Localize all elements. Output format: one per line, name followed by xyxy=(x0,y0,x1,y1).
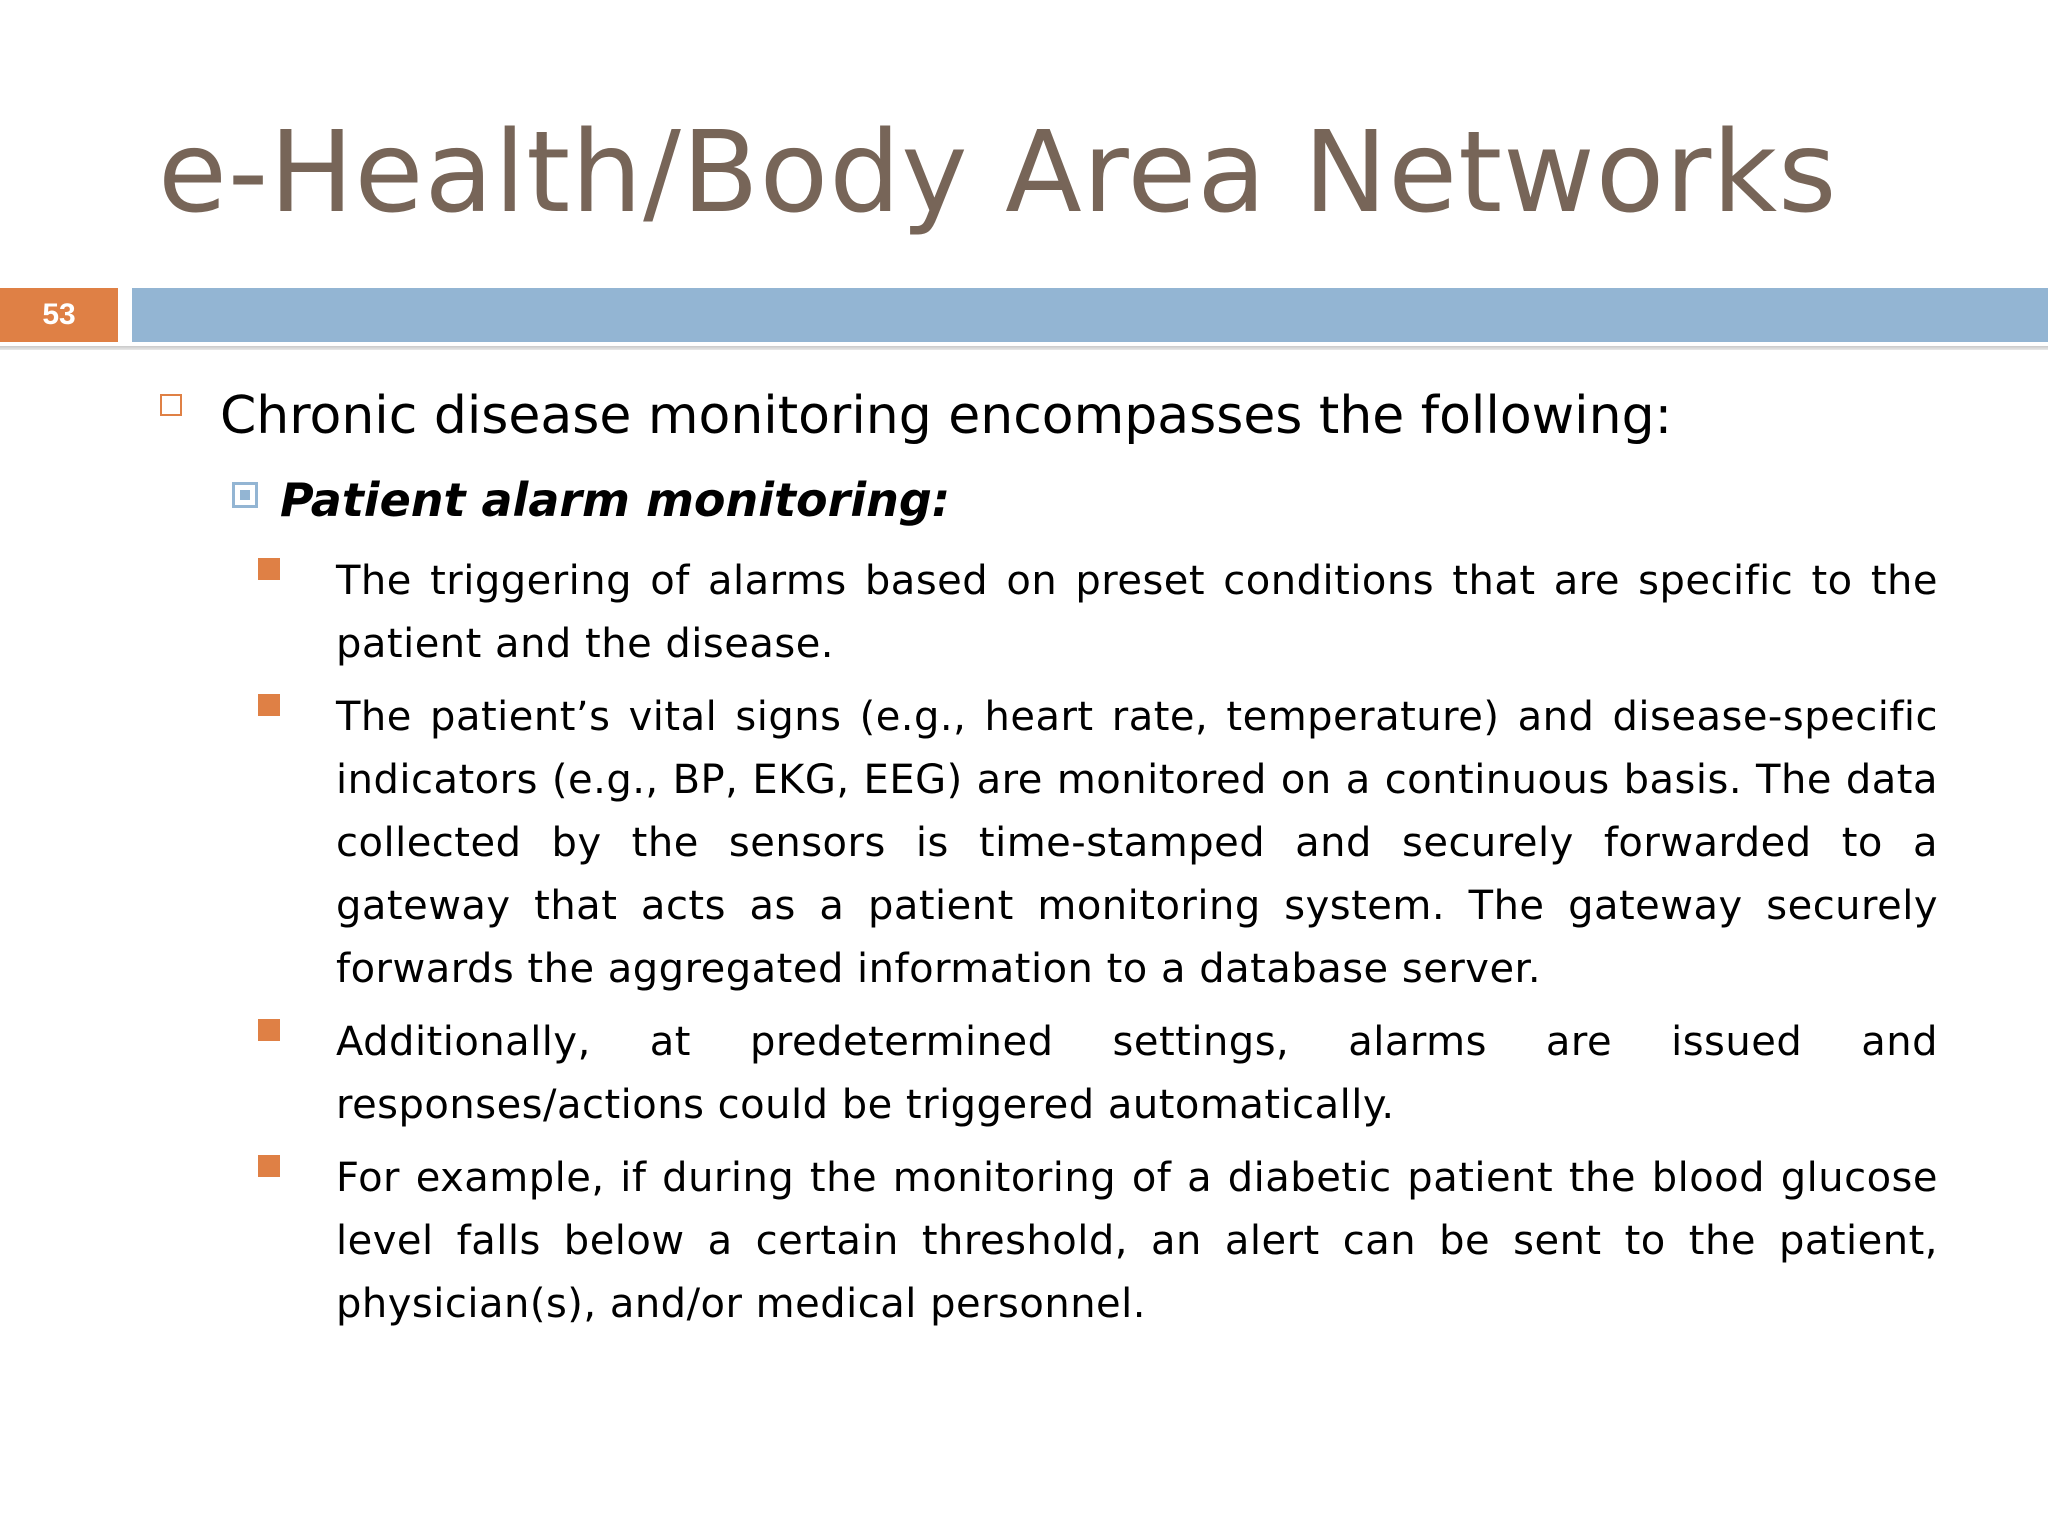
list-item-text: The triggering of alarms based on preset conditions that are specific to the patient and the disease. xyxy=(336,558,1938,667)
list-item xyxy=(258,550,1938,676)
slide-title: e-Health/Body Area Networks xyxy=(158,108,1838,238)
list-item xyxy=(258,686,1938,1001)
bullet-level-2-text: Patient alarm monitoring: xyxy=(280,473,951,527)
square-in-square-bullet-icon xyxy=(232,482,258,508)
list-item xyxy=(258,1147,1938,1336)
bullet-level-3-list xyxy=(258,550,1938,1346)
list-item xyxy=(258,1011,1938,1137)
slide-number-badge: 53 xyxy=(0,288,118,342)
filled-square-bullet-icon xyxy=(258,694,280,716)
list-item-text: Additionally, at predetermined settings, alarms are issued and responses/actions could be triggered automatically. xyxy=(336,1019,1938,1128)
list-item-text: For example, if during the monitoring of a diabetic patient the blood glucose level falls below a certain threshold, an alert can be sent to the patient, physician(s), and/or medical personnel. xyxy=(336,1155,1938,1327)
title-accent-bar xyxy=(132,288,2048,342)
filled-square-bullet-icon xyxy=(258,558,280,580)
bullet-level-1-text: Chronic disease monitoring encompasses the following: xyxy=(220,386,1673,446)
list-item-text: The patient’s vital signs (e.g., heart rate, temperature) and disease-specific indicators (e.g., BP, EKG, EEG) are monitored on a continuous basis. The data collected by the sensors is time-stamped and securely forwarded to a gateway that acts as a patient monitoring system. The gateway securely forwards the aggregated information to a database server. xyxy=(336,694,1938,992)
filled-square-bullet-icon xyxy=(258,1019,280,1041)
title-divider xyxy=(0,346,2048,350)
hollow-square-bullet-icon xyxy=(160,394,182,416)
filled-square-bullet-icon xyxy=(258,1155,280,1177)
